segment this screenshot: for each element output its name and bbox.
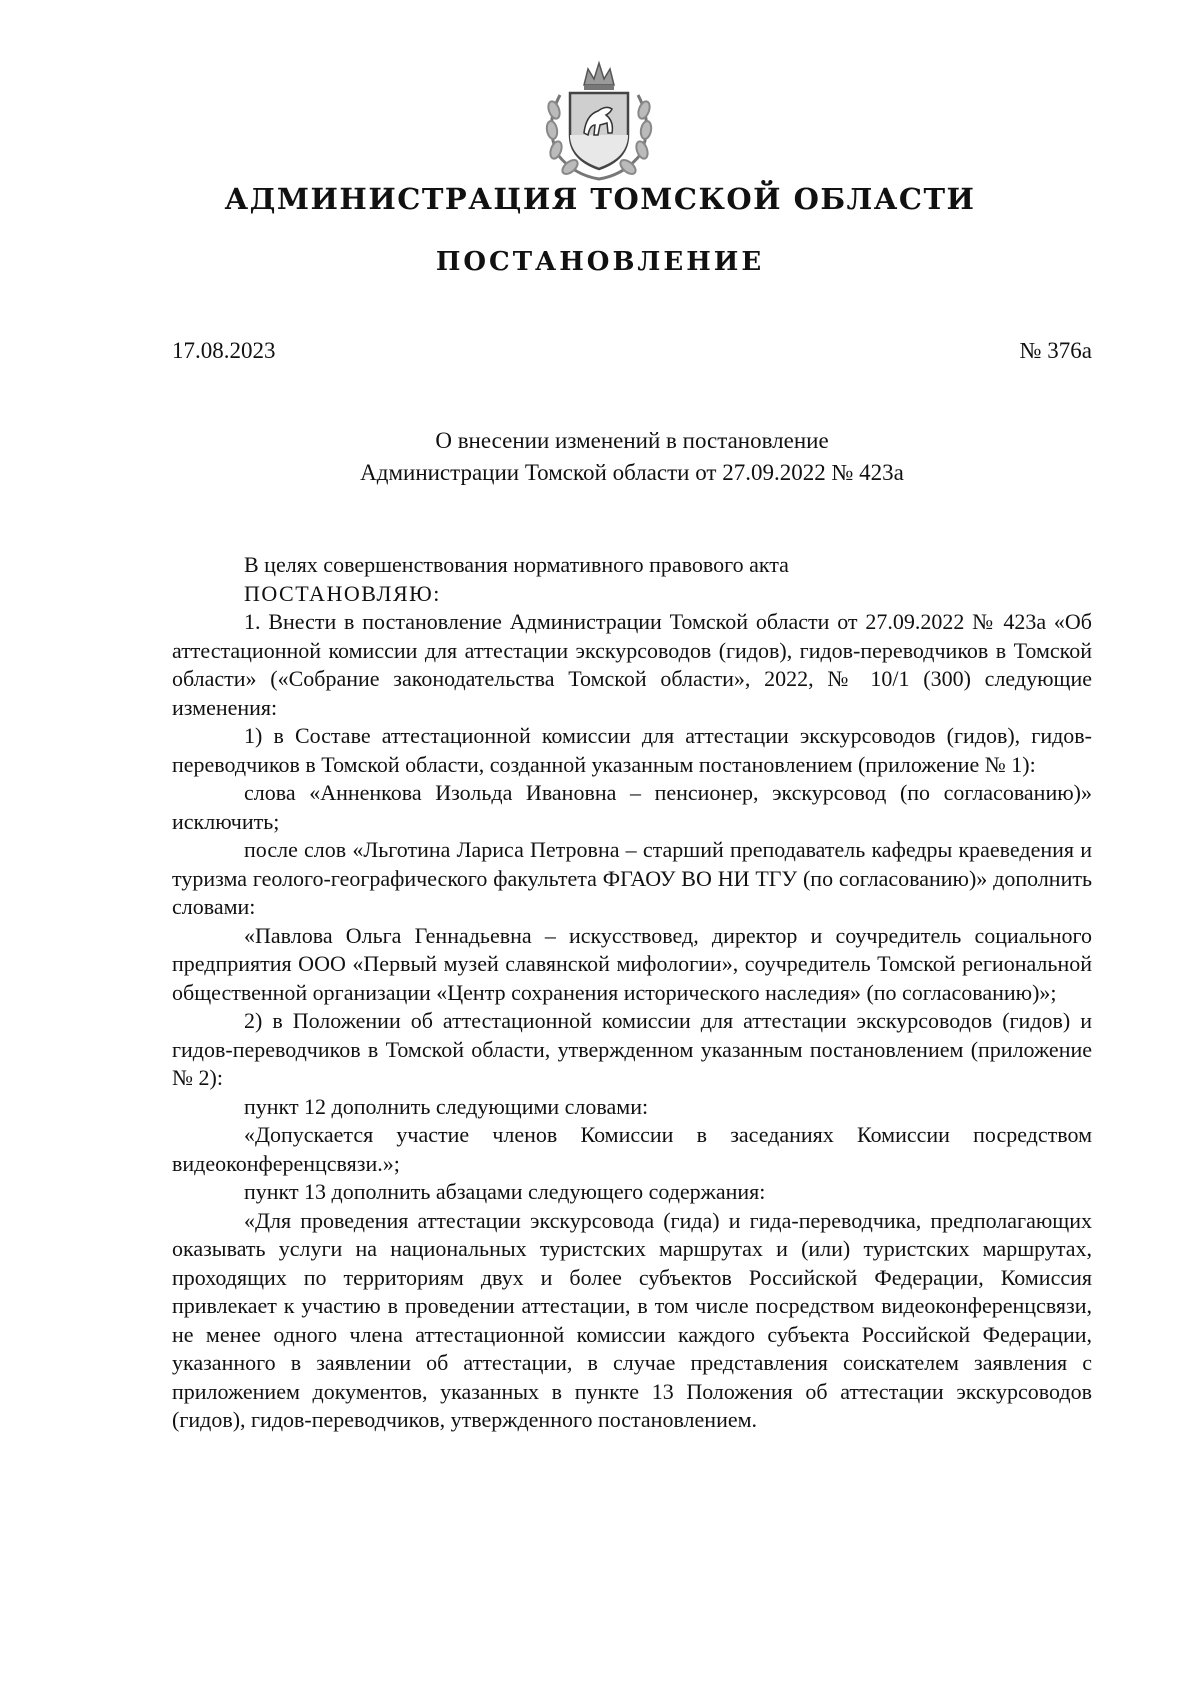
document-date: 17.08.2023 (172, 338, 276, 363)
body-paragraph: В целях совершенствования нормативного правового акта (244, 552, 789, 577)
subject-line: О внесении изменений в постановление (435, 428, 829, 453)
decree-word: ПОСТАНОВЛЯЮ: (244, 580, 441, 606)
document-number: № 376а (1019, 338, 1092, 363)
body-paragraph: «Допускается участие членов Комиссии в заседаниях Комиссии посредством видеоконференцсвязи.»; (172, 1122, 1092, 1176)
body-paragraph: пункт 12 дополнить следующими словами: (244, 1093, 649, 1119)
document-body (172, 551, 1092, 1435)
body-paragraph: «Для проведения аттестации экскурсовода (гида) и гида-переводчика, предполагающих оказывать услуги на национальных туристских маршрутах и (или) туристских маршрутах, проходящих по территориям двух и более субъектов Российской Федерации, Комиссия привлекает к участию в проведении аттестации, в том числе посредством видеоконференцсвязи, не менее одного члена аттестационной комиссии каждого субъекта Российской Федерации, указанного в заявлении об аттестации, в случае представления соискателем заявления с приложением документов, указанных в пункте 13 Положения об аттестации экскурсоводов (гидов), гидов-переводчиков, утвержденного постановлением. (172, 1207, 1092, 1432)
body-paragraph: после слов «Льготина Лариса Петровна – старший преподаватель кафедры краеведения и туризма геолого-географического факультета ФГАОУ ВО НИ ТГУ (по согласованию)» дополнить словами: (172, 837, 1092, 919)
body-paragraph: «Павлова Ольга Геннадьевна – искусствовед, директор и соучредитель социального предприятия ООО «Первый музей славянской мифологии», соучредитель Томской региональной общественной организации «Центр сохранения исторического наследия» (по согласованию)»; (172, 922, 1092, 1005)
body-paragraph: пункт 13 дополнить абзацами следующего содержания: (244, 1179, 766, 1204)
body-paragraph: 1. Внести в постановление Администрации Томской области от 27.09.2022 № 423а «Об аттестационной комиссии для аттестации экскурсоводов (гидов), гидов-переводчиков в Томской области» («Собрание законодательства Томской области», 2022, № 10/1 (300) следующие изменения: (172, 609, 1092, 720)
subject-line: Администрации Томской области от 27.09.2022 № 423а (360, 460, 904, 485)
body-paragraph: слова «Анненкова Изольда Ивановна – пенсионер, экскурсовод (по согласованию)» исключить; (172, 780, 1092, 834)
organization-title: АДМИНИСТРАЦИЯ ТОМСКОЙ ОБЛАСТИ (224, 182, 976, 216)
document-type: ПОСТАНОВЛЕНИЕ (435, 247, 765, 277)
body-paragraph: 1) в Составе аттестационной комиссии для аттестации экскурсоводов (гидов), гидов-переводчиков в Томской области, созданной указанным постановлением (приложение № 1): (172, 723, 1092, 777)
body-paragraph: 2) в Положении об аттестационной комиссии для аттестации экскурсоводов (гидов) и гидов-переводчиков в Томской области, утвержденном указанным постановлением (приложение № 2): (172, 1008, 1092, 1090)
coat-of-arms-icon (540, 55, 658, 183)
document-subject (172, 425, 1092, 489)
